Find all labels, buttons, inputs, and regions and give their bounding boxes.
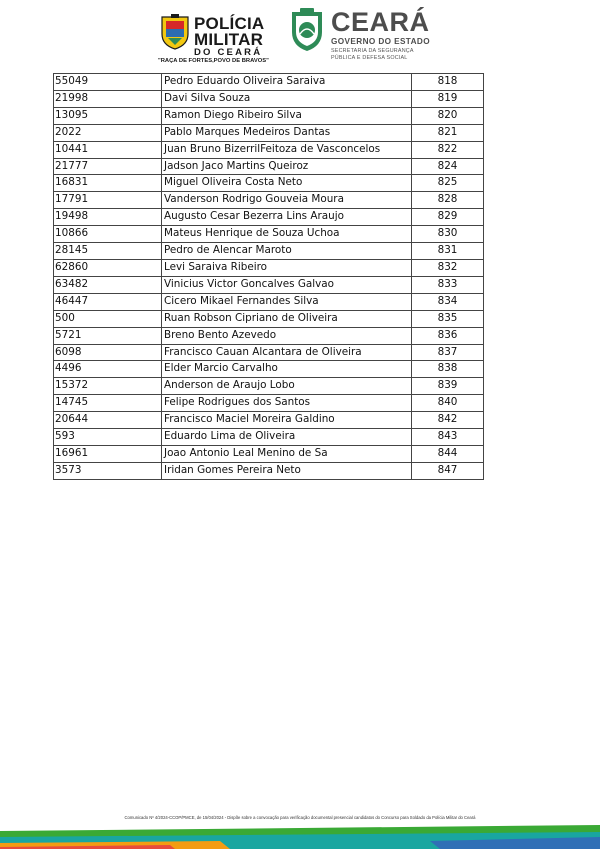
table-row bbox=[54, 429, 484, 446]
name-cell: Cicero Mikael Fernandes Silva bbox=[162, 293, 412, 310]
rank-cell: 819 bbox=[412, 90, 484, 107]
rank-cell: 825 bbox=[412, 175, 484, 192]
code-cell: 20644 bbox=[54, 412, 162, 429]
name-cell: Anderson de Araujo Lobo bbox=[162, 378, 412, 395]
name-cell: Juan Bruno BizerrilFeitoza de Vasconcelos bbox=[162, 141, 412, 158]
rank-cell: 843 bbox=[412, 429, 484, 446]
pm-title-line1: POLÍCIA bbox=[194, 14, 265, 33]
name-cell: Joao Antonio Leal Menino de Sa bbox=[162, 445, 412, 462]
name-cell: Levi Saraiva Ribeiro bbox=[162, 259, 412, 276]
table-row bbox=[54, 276, 484, 293]
table-row bbox=[54, 293, 484, 310]
code-cell: 15372 bbox=[54, 378, 162, 395]
table-row bbox=[54, 175, 484, 192]
table-row bbox=[54, 192, 484, 209]
code-cell: 5721 bbox=[54, 327, 162, 344]
pm-title-line3: DO CEARÁ bbox=[194, 47, 263, 58]
code-cell: 10441 bbox=[54, 141, 162, 158]
code-cell: 55049 bbox=[54, 74, 162, 91]
code-cell: 3573 bbox=[54, 462, 162, 479]
name-cell: Vinicius Victor Goncalves Galvao bbox=[162, 276, 412, 293]
code-cell: 6098 bbox=[54, 344, 162, 361]
ce-secretariat-line2: PÚBLICA E DEFESA SOCIAL bbox=[331, 55, 408, 61]
name-cell: Miguel Oliveira Costa Neto bbox=[162, 175, 412, 192]
rank-cell: 824 bbox=[412, 158, 484, 175]
ce-secretariat-line1: SECRETARIA DA SEGURANÇA bbox=[331, 48, 414, 54]
table-row bbox=[54, 74, 484, 91]
rank-cell: 837 bbox=[412, 344, 484, 361]
name-cell: Pablo Marques Medeiros Dantas bbox=[162, 124, 412, 141]
footer-color-band bbox=[0, 823, 600, 849]
governo-ceara-logo bbox=[288, 8, 448, 66]
name-cell: Eduardo Lima de Oliveira bbox=[162, 429, 412, 446]
code-cell: 19498 bbox=[54, 209, 162, 226]
code-cell: 10866 bbox=[54, 226, 162, 243]
pm-motto: "RAÇA DE FORTES,POVO DE BRAVOS" bbox=[158, 58, 269, 64]
rank-cell: 832 bbox=[412, 259, 484, 276]
table-row bbox=[54, 141, 484, 158]
ceara-emblem-icon bbox=[288, 8, 326, 52]
table-row bbox=[54, 445, 484, 462]
table-row bbox=[54, 259, 484, 276]
table-row bbox=[54, 412, 484, 429]
name-cell: Ruan Robson Cipriano de Oliveira bbox=[162, 310, 412, 327]
code-cell: 63482 bbox=[54, 276, 162, 293]
table-row bbox=[54, 226, 484, 243]
name-cell: Breno Bento Azevedo bbox=[162, 327, 412, 344]
rank-cell: 829 bbox=[412, 209, 484, 226]
name-cell: Mateus Henrique de Souza Uchoa bbox=[162, 226, 412, 243]
code-cell: 16961 bbox=[54, 445, 162, 462]
code-cell: 14745 bbox=[54, 395, 162, 412]
rank-cell: 822 bbox=[412, 141, 484, 158]
rank-cell: 833 bbox=[412, 276, 484, 293]
code-cell: 62860 bbox=[54, 259, 162, 276]
name-cell: Pedro Eduardo Oliveira Saraiva bbox=[162, 74, 412, 91]
name-cell: Ramon Diego Ribeiro Silva bbox=[162, 107, 412, 124]
rank-cell: 838 bbox=[412, 361, 484, 378]
ce-title: CEARÁ bbox=[331, 7, 430, 37]
name-cell: Pedro de Alencar Maroto bbox=[162, 243, 412, 260]
name-cell: Iridan Gomes Pereira Neto bbox=[162, 462, 412, 479]
rank-cell: 844 bbox=[412, 445, 484, 462]
rank-cell: 836 bbox=[412, 327, 484, 344]
page-header bbox=[0, 8, 600, 66]
rank-cell: 839 bbox=[412, 378, 484, 395]
rank-cell: 830 bbox=[412, 226, 484, 243]
code-cell: 46447 bbox=[54, 293, 162, 310]
footer-note: Comunicado Nº 4/2024-CCOP/PMCE, de 15/04/2024 - Dispõe sobre a convocação para verificação documental presencial candidatos do Concurso para Soldado da Polícia Militar do Ceará bbox=[124, 815, 476, 820]
rank-cell: 820 bbox=[412, 107, 484, 124]
name-cell: Vanderson Rodrigo Gouveia Moura bbox=[162, 192, 412, 209]
candidates-table bbox=[53, 73, 484, 480]
name-cell: Francisco Maciel Moreira Galdino bbox=[162, 412, 412, 429]
table-row bbox=[54, 209, 484, 226]
table-row bbox=[54, 361, 484, 378]
table-row bbox=[54, 124, 484, 141]
rank-cell: 834 bbox=[412, 293, 484, 310]
code-cell: 21998 bbox=[54, 90, 162, 107]
table-row bbox=[54, 90, 484, 107]
name-cell: Felipe Rodrigues dos Santos bbox=[162, 395, 412, 412]
code-cell: 13095 bbox=[54, 107, 162, 124]
table-row bbox=[54, 462, 484, 479]
code-cell: 2022 bbox=[54, 124, 162, 141]
rank-cell: 821 bbox=[412, 124, 484, 141]
table-row bbox=[54, 107, 484, 124]
code-cell: 21777 bbox=[54, 158, 162, 175]
pm-shield-icon bbox=[160, 14, 190, 50]
name-cell: Davi Silva Souza bbox=[162, 90, 412, 107]
code-cell: 500 bbox=[54, 310, 162, 327]
name-cell: Elder Marcio Carvalho bbox=[162, 361, 412, 378]
rank-cell: 831 bbox=[412, 243, 484, 260]
policia-militar-logo bbox=[158, 10, 270, 68]
table-row bbox=[54, 395, 484, 412]
candidates-table-body bbox=[54, 74, 484, 480]
rank-cell: 828 bbox=[412, 192, 484, 209]
rank-cell: 835 bbox=[412, 310, 484, 327]
table-row bbox=[54, 327, 484, 344]
code-cell: 28145 bbox=[54, 243, 162, 260]
name-cell: Francisco Cauan Alcantara de Oliveira bbox=[162, 344, 412, 361]
code-cell: 4496 bbox=[54, 361, 162, 378]
rank-cell: 842 bbox=[412, 412, 484, 429]
rank-cell: 847 bbox=[412, 462, 484, 479]
pm-title-line2: MILITAR bbox=[194, 30, 264, 49]
rank-cell: 840 bbox=[412, 395, 484, 412]
table-row bbox=[54, 310, 484, 327]
code-cell: 17791 bbox=[54, 192, 162, 209]
table-row bbox=[54, 243, 484, 260]
name-cell: Jadson Jaco Martins Queiroz bbox=[162, 158, 412, 175]
table-row bbox=[54, 158, 484, 175]
code-cell: 16831 bbox=[54, 175, 162, 192]
ce-subtitle: GOVERNO DO ESTADO bbox=[331, 37, 430, 46]
table-row bbox=[54, 378, 484, 395]
name-cell: Augusto Cesar Bezerra Lins Araujo bbox=[162, 209, 412, 226]
code-cell: 593 bbox=[54, 429, 162, 446]
rank-cell: 818 bbox=[412, 74, 484, 91]
table-row bbox=[54, 344, 484, 361]
